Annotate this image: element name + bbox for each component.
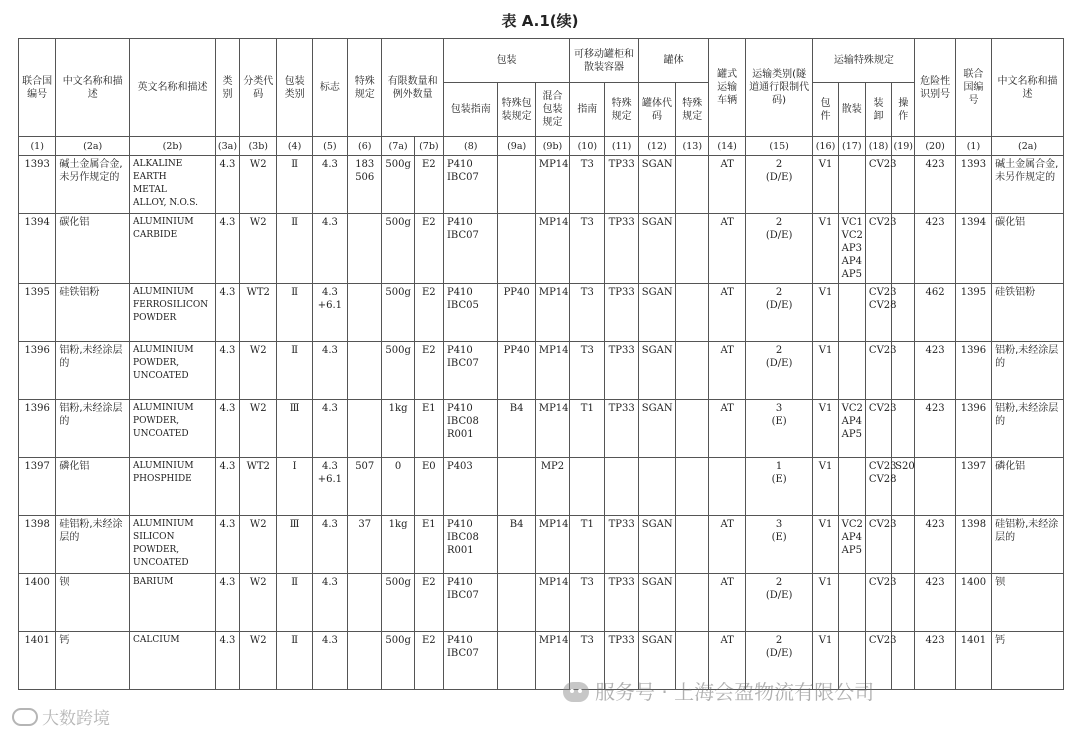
cell-portable-instructions: T3 <box>570 214 605 284</box>
cell-special-provisions: 507 <box>348 458 382 516</box>
cell-limited-quantity: 0 <box>382 458 414 516</box>
watermark-right <box>563 676 874 705</box>
cell-packing-instructions: P410 IBC05 <box>443 284 498 342</box>
cell-labels: 4.3 <box>312 632 347 690</box>
page-title: 表 A.1(续) <box>501 12 579 30</box>
header-un-no: 联合国编号 <box>19 39 56 137</box>
cell-class-code: W2 <box>240 632 277 690</box>
cell-special-packing <box>498 458 535 516</box>
cell-limited-quantity: 500g <box>382 214 414 284</box>
cell-class-code: WT2 <box>240 458 277 516</box>
cell-class: 4.3 <box>215 632 239 690</box>
cell-portable-instructions: T3 <box>570 632 605 690</box>
cell-excepted-quantity: E2 <box>414 156 443 214</box>
cell-portable-instructions: T3 <box>570 574 605 632</box>
cell-un-no: 1398 <box>19 516 56 574</box>
cell-bulk-provision <box>838 156 865 214</box>
cell-name-en: BARIUM <box>130 574 216 632</box>
cell-portable-special: TP33 <box>605 284 638 342</box>
cell-un-no-right: 1398 <box>955 516 991 574</box>
cell-un-no: 1401 <box>19 632 56 690</box>
column-number: (3b) <box>240 137 277 156</box>
header-packing-group: 包装类别 <box>277 39 312 137</box>
header-un-no-right: 联合国编号 <box>955 39 991 137</box>
header-special-packing: 特殊包装规定 <box>498 83 535 137</box>
table-row <box>19 156 1064 214</box>
cell-excepted-quantity: E2 <box>414 284 443 342</box>
cell-name-cn-right: 铝粉,未经涂层的 <box>992 400 1064 458</box>
cell-special-packing <box>498 156 535 214</box>
cell-transport-category: 2 (D/E) <box>745 342 813 400</box>
cell-excepted-quantity: E2 <box>414 632 443 690</box>
column-number: (7a) <box>382 137 414 156</box>
column-number: (8) <box>443 137 498 156</box>
cell-portable-instructions: T1 <box>570 516 605 574</box>
table-row <box>19 574 1064 632</box>
cell-portable-instructions <box>570 458 605 516</box>
cell-name-cn: 铝粉,未经涂层的 <box>56 400 130 458</box>
column-number: (4) <box>277 137 312 156</box>
cell-name-en: ALKALINE EARTH METAL ALLOY, N.O.S. <box>130 156 216 214</box>
cell-tank-vehicle <box>709 458 745 516</box>
column-number: (5) <box>312 137 347 156</box>
cell-tank-special <box>676 574 709 632</box>
header-portable-special: 特殊规定 <box>605 83 638 137</box>
cell-portable-special: TP33 <box>605 400 638 458</box>
cell-transport-category: 3 (E) <box>745 516 813 574</box>
cell-tank-vehicle: AT <box>709 342 745 400</box>
cell-tank-vehicle: AT <box>709 214 745 284</box>
cell-loading-provision: CV23 <box>865 342 891 400</box>
cell-bulk-provision: VC2 AP4 AP5 <box>838 516 865 574</box>
cell-transport-category: 2 (D/E) <box>745 156 813 214</box>
cell-limited-quantity: 500g <box>382 156 414 214</box>
cell-limited-quantity: 1kg <box>382 516 414 574</box>
table-row <box>19 214 1064 284</box>
cell-bulk-provision <box>838 458 865 516</box>
cell-tank-special <box>676 342 709 400</box>
cell-name-cn-right: 碱土金属合金,未另作规定的 <box>992 156 1064 214</box>
cell-un-no-right: 1396 <box>955 400 991 458</box>
cell-tank-special <box>676 458 709 516</box>
cell-transport-category: 2 (D/E) <box>745 574 813 632</box>
cell-bulk-provision: VC2 AP4 AP5 <box>838 400 865 458</box>
cell-excepted-quantity: E2 <box>414 214 443 284</box>
cell-package-provision: V1 <box>813 214 838 284</box>
cell-tank-code: SGAN <box>638 516 675 574</box>
header-portable-instructions: 指南 <box>570 83 605 137</box>
table-row <box>19 516 1064 574</box>
cell-packing-group: Ⅱ <box>277 342 312 400</box>
cell-portable-special: TP33 <box>605 156 638 214</box>
cell-special-provisions <box>348 342 382 400</box>
cell-name-en: ALUMINIUM POWDER, UNCOATED <box>130 400 216 458</box>
cell-special-provisions: 37 <box>348 516 382 574</box>
cell-tank-vehicle: AT <box>709 632 745 690</box>
cell-transport-category: 1 (E) <box>745 458 813 516</box>
cell-name-cn: 磷化铝 <box>56 458 130 516</box>
cell-bulk-provision: VC1 VC2 AP3 AP4 AP5 <box>838 214 865 284</box>
cell-special-provisions <box>348 214 382 284</box>
cell-name-cn: 钡 <box>56 574 130 632</box>
cell-packing-instructions: P410 IBC07 <box>443 342 498 400</box>
cell-name-cn-right: 硅铁铝粉 <box>992 284 1064 342</box>
cell-name-cn: 碱土金属合金,未另作规定的 <box>56 156 130 214</box>
column-number: (15) <box>745 137 813 156</box>
header-tank-code: 罐体代码 <box>638 83 675 137</box>
cell-loading-provision: CV23 <box>865 156 891 214</box>
cell-hazard-id: 423 <box>915 342 955 400</box>
cell-packing-instructions: P410 IBC08 R001 <box>443 400 498 458</box>
column-number: (11) <box>605 137 638 156</box>
column-number: (18) <box>865 137 891 156</box>
header-special-provisions: 特殊规定 <box>348 39 382 137</box>
cell-special-packing <box>498 574 535 632</box>
column-number: (9b) <box>535 137 569 156</box>
column-number: (20) <box>915 137 955 156</box>
watermark-left <box>12 704 110 729</box>
cell-packing-group: Ⅲ <box>277 516 312 574</box>
cell-name-cn-right: 硅铝粉,未经涂层的 <box>992 516 1064 574</box>
cell-special-provisions <box>348 574 382 632</box>
cell-package-provision: V1 <box>813 516 838 574</box>
cell-hazard-id <box>915 458 955 516</box>
column-number: (19) <box>892 137 915 156</box>
cell-loading-provision: CV23 CV28 <box>865 458 891 516</box>
header-packing-instructions: 包装指南 <box>443 83 498 137</box>
cell-package-provision: V1 <box>813 400 838 458</box>
cell-tank-special <box>676 400 709 458</box>
cell-transport-category: 2 (D/E) <box>745 632 813 690</box>
header-class: 类别 <box>215 39 239 137</box>
cell-transport-category: 3 (E) <box>745 400 813 458</box>
header-tank-special: 特殊规定 <box>676 83 709 137</box>
column-number: (6) <box>348 137 382 156</box>
header-tank-vehicle: 罐式运输车辆 <box>709 39 745 137</box>
cell-un-no-right: 1400 <box>955 574 991 632</box>
cell-portable-special: TP33 <box>605 632 638 690</box>
cell-name-cn-right: 钡 <box>992 574 1064 632</box>
header-limited-quantities: 有限数量和例外数量 <box>382 39 444 137</box>
cell-limited-quantity: 1kg <box>382 400 414 458</box>
cell-class-code: W2 <box>240 574 277 632</box>
cell-portable-special: TP33 <box>605 516 638 574</box>
cell-un-no: 1396 <box>19 400 56 458</box>
cell-portable-special: TP33 <box>605 342 638 400</box>
cell-excepted-quantity: E2 <box>414 342 443 400</box>
cell-portable-instructions: T3 <box>570 156 605 214</box>
cell-packing-instructions: P410 IBC07 <box>443 632 498 690</box>
cell-bulk-provision <box>838 284 865 342</box>
cell-un-no: 1395 <box>19 284 56 342</box>
cell-un-no-right: 1393 <box>955 156 991 214</box>
cell-packing-group: Ⅱ <box>277 214 312 284</box>
cell-class: 4.3 <box>215 458 239 516</box>
cell-name-cn-right: 碳化铝 <box>992 214 1064 284</box>
cell-hazard-id: 423 <box>915 574 955 632</box>
cell-package-provision: V1 <box>813 458 838 516</box>
cell-un-no: 1393 <box>19 156 56 214</box>
cell-packing-group: Ⅲ <box>277 400 312 458</box>
cell-transport-category: 2 (D/E) <box>745 214 813 284</box>
header-bulk: 散装 <box>838 83 865 137</box>
cell-loading-provision: CV23 <box>865 516 891 574</box>
cell-package-provision: V1 <box>813 574 838 632</box>
column-number: (2a) <box>992 137 1064 156</box>
cell-package-provision: V1 <box>813 342 838 400</box>
cell-packing-instructions: P410 IBC07 <box>443 214 498 284</box>
cell-packing-instructions: P410 IBC07 <box>443 156 498 214</box>
cell-special-provisions: 183 506 <box>348 156 382 214</box>
cell-loading-provision: CV23 <box>865 632 891 690</box>
dangerous-goods-table <box>18 38 1064 690</box>
cell-mixed-packing: MP14 <box>535 516 569 574</box>
header-hazard-id: 危险性识别号 <box>915 39 955 137</box>
cell-hazard-id: 462 <box>915 284 955 342</box>
cell-mixed-packing: MP14 <box>535 342 569 400</box>
cell-portable-instructions: T3 <box>570 342 605 400</box>
cell-name-en: ALUMINIUM CARBIDE <box>130 214 216 284</box>
cell-name-en: ALUMINIUM SILICON POWDER, UNCOATED <box>130 516 216 574</box>
column-number: (3a) <box>215 137 239 156</box>
cell-special-provisions <box>348 400 382 458</box>
cell-packing-instructions: P410 IBC07 <box>443 574 498 632</box>
cell-special-packing <box>498 632 535 690</box>
cell-class: 4.3 <box>215 214 239 284</box>
header-mixed-packing: 混合包装规定 <box>535 83 569 137</box>
cell-tank-code: SGAN <box>638 632 675 690</box>
cell-bulk-provision <box>838 574 865 632</box>
cell-limited-quantity: 500g <box>382 342 414 400</box>
cell-un-no-right: 1394 <box>955 214 991 284</box>
cell-tank-code: SGAN <box>638 400 675 458</box>
cell-labels: 4.3 <box>312 342 347 400</box>
cell-loading-provision: CV23 <box>865 574 891 632</box>
cell-loading-provision: CV23 <box>865 214 891 284</box>
cell-un-no: 1396 <box>19 342 56 400</box>
cell-package-provision: V1 <box>813 156 838 214</box>
cell-labels: 4.3 <box>312 574 347 632</box>
cell-special-packing: B4 <box>498 516 535 574</box>
cell-hazard-id: 423 <box>915 632 955 690</box>
header-portable-tanks: 可移动罐柜和散装容器 <box>570 39 639 83</box>
cell-mixed-packing: MP14 <box>535 284 569 342</box>
cell-mixed-packing: MP14 <box>535 632 569 690</box>
cell-bulk-provision <box>838 342 865 400</box>
cell-un-no: 1397 <box>19 458 56 516</box>
header-operation: 操作 <box>892 83 915 137</box>
cell-excepted-quantity: E1 <box>414 400 443 458</box>
cell-labels: 4.3 <box>312 156 347 214</box>
cell-labels: 4.3 +6.1 <box>312 284 347 342</box>
cell-special-provisions <box>348 284 382 342</box>
cell-packing-group: Ⅰ <box>277 458 312 516</box>
cell-class: 4.3 <box>215 516 239 574</box>
cell-name-cn: 碳化铝 <box>56 214 130 284</box>
header-packaging: 包装 <box>443 39 569 83</box>
header-package: 包件 <box>813 83 838 137</box>
cell-class: 4.3 <box>215 342 239 400</box>
cell-special-packing: PP40 <box>498 284 535 342</box>
cell-name-en: ALUMINIUM POWDER, UNCOATED <box>130 342 216 400</box>
header-labels: 标志 <box>312 39 347 137</box>
cell-class-code: W2 <box>240 342 277 400</box>
cell-labels: 4.3 <box>312 214 347 284</box>
cell-class-code: W2 <box>240 400 277 458</box>
cell-portable-instructions: T1 <box>570 400 605 458</box>
cell-labels: 4.3 <box>312 400 347 458</box>
cell-un-no-right: 1395 <box>955 284 991 342</box>
cell-portable-special <box>605 458 638 516</box>
cell-portable-instructions: T3 <box>570 284 605 342</box>
cell-tank-vehicle: AT <box>709 400 745 458</box>
cell-loading-provision: CV23 <box>865 400 891 458</box>
cell-name-cn: 钙 <box>56 632 130 690</box>
cell-labels: 4.3 +6.1 <box>312 458 347 516</box>
column-number: (7b) <box>414 137 443 156</box>
cell-name-cn-right: 磷化铝 <box>992 458 1064 516</box>
wechat-icon <box>563 682 589 702</box>
cell-hazard-id: 423 <box>915 516 955 574</box>
cell-tank-vehicle: AT <box>709 284 745 342</box>
cell-tank-code: SGAN <box>638 284 675 342</box>
cell-excepted-quantity: E1 <box>414 516 443 574</box>
cell-name-cn: 硅铁铝粉 <box>56 284 130 342</box>
cell-limited-quantity: 500g <box>382 574 414 632</box>
cell-tank-code: SGAN <box>638 156 675 214</box>
cell-class: 4.3 <box>215 284 239 342</box>
cell-class-code: W2 <box>240 516 277 574</box>
cell-transport-category: 2 (D/E) <box>745 284 813 342</box>
cell-un-no: 1400 <box>19 574 56 632</box>
cell-packing-group: Ⅱ <box>277 632 312 690</box>
cell-mixed-packing: MP2 <box>535 458 569 516</box>
cell-tank-special <box>676 516 709 574</box>
cell-tank-vehicle: AT <box>709 516 745 574</box>
cell-package-provision: V1 <box>813 284 838 342</box>
table-row <box>19 400 1064 458</box>
header-name-en: 英文名称和描述 <box>130 39 216 137</box>
cell-name-cn: 铝粉,未经涂层的 <box>56 342 130 400</box>
cell-tank-vehicle: AT <box>709 574 745 632</box>
cell-hazard-id: 423 <box>915 400 955 458</box>
cell-tank-vehicle: AT <box>709 156 745 214</box>
cell-name-en: ALUMINIUM PHOSPHIDE <box>130 458 216 516</box>
column-number: (16) <box>813 137 838 156</box>
cell-name-en: CALCIUM <box>130 632 216 690</box>
cell-portable-special: TP33 <box>605 574 638 632</box>
cell-name-cn: 硅铝粉,未经涂层的 <box>56 516 130 574</box>
cell-hazard-id: 423 <box>915 156 955 214</box>
cell-class-code: W2 <box>240 156 277 214</box>
cell-name-cn-right: 钙 <box>992 632 1064 690</box>
cell-limited-quantity: 500g <box>382 284 414 342</box>
cell-packing-group: Ⅱ <box>277 284 312 342</box>
header-name-cn: 中文名称和描述 <box>56 39 130 137</box>
cell-un-no-right: 1396 <box>955 342 991 400</box>
cell-packing-group: Ⅱ <box>277 156 312 214</box>
column-number: (17) <box>838 137 865 156</box>
header-class-code: 分类代码 <box>240 39 277 137</box>
column-number: (10) <box>570 137 605 156</box>
cell-packing-group: Ⅱ <box>277 574 312 632</box>
header-loading: 装卸 <box>865 83 891 137</box>
table-row <box>19 284 1064 342</box>
header-tank: 罐体 <box>638 39 709 83</box>
cell-special-packing <box>498 214 535 284</box>
column-number-row <box>19 137 1064 156</box>
column-number: (2a) <box>56 137 130 156</box>
column-number: (12) <box>638 137 675 156</box>
header-transport-special: 运输特殊规定 <box>813 39 915 83</box>
column-number: (13) <box>676 137 709 156</box>
cell-tank-special <box>676 214 709 284</box>
cell-special-provisions <box>348 632 382 690</box>
cell-hazard-id: 423 <box>915 214 955 284</box>
cell-name-en: ALUMINIUM FERROSILICON POWDER <box>130 284 216 342</box>
cell-operation-provision: S20 <box>892 458 915 516</box>
watermark-left-text: 大数跨境 <box>42 709 110 729</box>
column-number: (14) <box>709 137 745 156</box>
column-number: (9a) <box>498 137 535 156</box>
cell-package-provision: V1 <box>813 632 838 690</box>
cell-packing-instructions: P403 <box>443 458 498 516</box>
cell-excepted-quantity: E2 <box>414 574 443 632</box>
cell-mixed-packing: MP14 <box>535 156 569 214</box>
cell-tank-code: SGAN <box>638 574 675 632</box>
cell-un-no-right: 1401 <box>955 632 991 690</box>
table-row <box>19 342 1064 400</box>
table-row <box>19 458 1064 516</box>
cell-packing-instructions: P410 IBC08 R001 <box>443 516 498 574</box>
cell-labels: 4.3 <box>312 516 347 574</box>
cell-class: 4.3 <box>215 574 239 632</box>
cell-class: 4.3 <box>215 400 239 458</box>
header-transport-category: 运输类别(隧道通行限制代码) <box>745 39 813 137</box>
cell-tank-code: SGAN <box>638 214 675 284</box>
cell-special-packing: B4 <box>498 400 535 458</box>
cell-limited-quantity: 500g <box>382 632 414 690</box>
cell-class-code: W2 <box>240 214 277 284</box>
cell-tank-code <box>638 458 675 516</box>
cell-loading-provision: CV23 CV28 <box>865 284 891 342</box>
watermark-right-text: 服务号 · 上海会盈物流有限公司 <box>595 680 875 704</box>
cell-tank-special <box>676 156 709 214</box>
cell-tank-special <box>676 284 709 342</box>
column-number: (2b) <box>130 137 216 156</box>
cell-special-packing: PP40 <box>498 342 535 400</box>
cell-class: 4.3 <box>215 156 239 214</box>
cell-tank-code: SGAN <box>638 342 675 400</box>
cell-name-cn-right: 铝粉,未经涂层的 <box>992 342 1064 400</box>
cell-un-no-right: 1397 <box>955 458 991 516</box>
cell-class-code: WT2 <box>240 284 277 342</box>
cell-mixed-packing: MP14 <box>535 400 569 458</box>
cell-un-no: 1394 <box>19 214 56 284</box>
table-row <box>19 632 1064 690</box>
cell-excepted-quantity: E0 <box>414 458 443 516</box>
column-number: (1) <box>19 137 56 156</box>
cell-mixed-packing: MP14 <box>535 574 569 632</box>
logo-ring-icon <box>12 708 38 726</box>
cell-portable-special: TP33 <box>605 214 638 284</box>
cell-mixed-packing: MP14 <box>535 214 569 284</box>
header-name-cn-right: 中文名称和描述 <box>992 39 1064 137</box>
column-number: (1) <box>955 137 991 156</box>
